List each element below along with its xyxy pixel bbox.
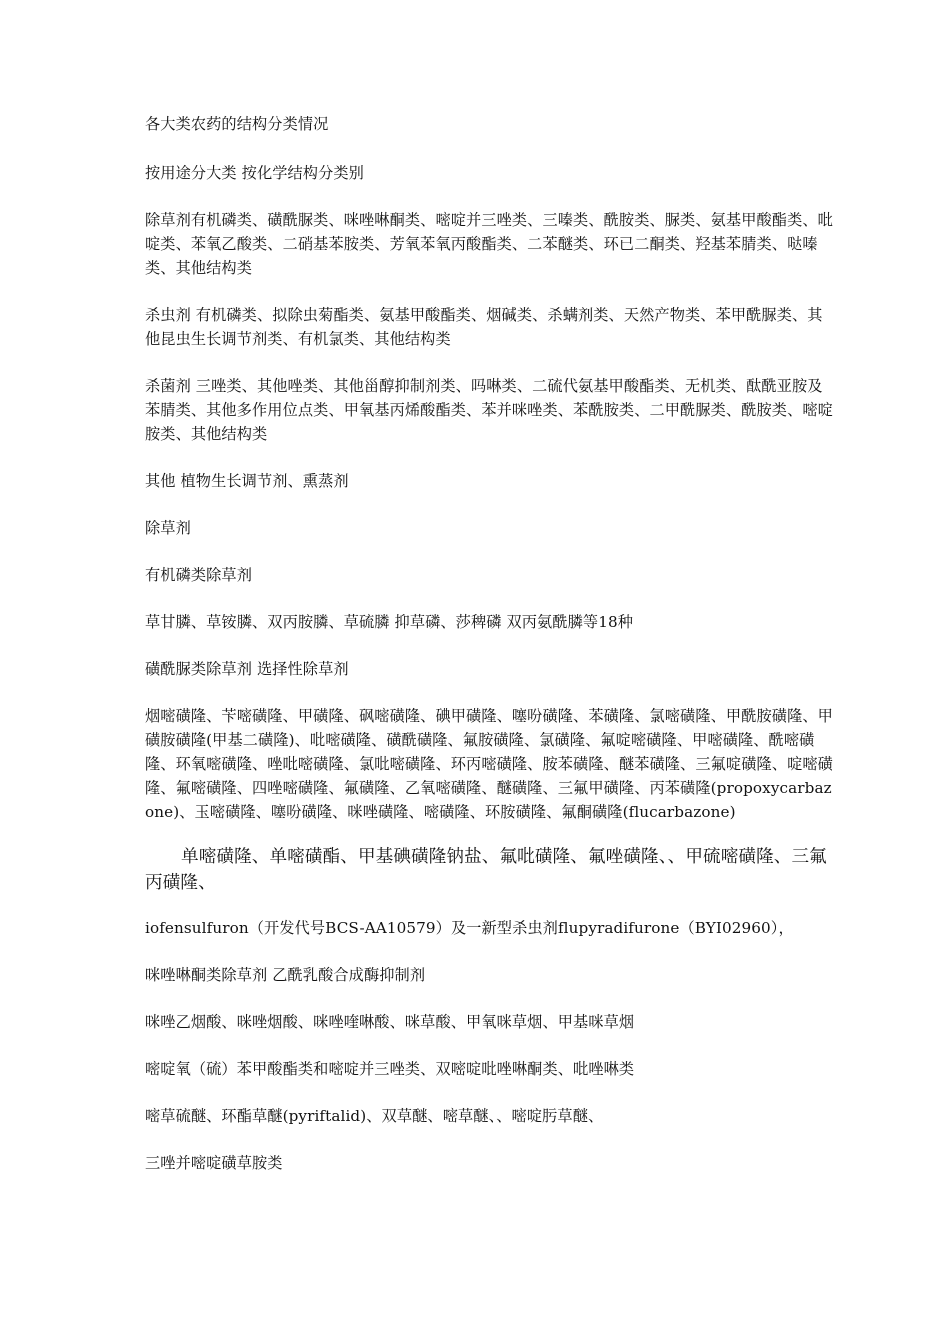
document-body	[145, 112, 835, 1197]
subheading-triazolopyrimidine: 三唑并嘧啶磺草胺类	[145, 1154, 283, 1172]
paragraph-imidazolinone-list: 咪唑乙烟酸、咪唑烟酸、咪唑喹啉酸、咪草酸、甲氧咪草烟、甲基咪草烟	[145, 1013, 635, 1031]
paragraph-other-classes: 其他 植物生长调节剂、熏蒸剂	[145, 472, 349, 490]
paragraph-organophosphorus-list: 草甘膦、草铵膦、双丙胺膦、草硫膦 抑草磷、莎稗磷 双丙氨酰膦等18种	[145, 613, 634, 631]
paragraph-pyrimidinyl-list: 嘧草硫醚、环酯草醚(pyriftalid)、双草醚、嘧草醚、、嘧啶肟草醚、	[145, 1107, 604, 1125]
paragraph-pyrimidinyl-classes: 嘧啶氧（硫）苯甲酸酯类和嘧啶并三唑类、双嘧啶吡唑啉酮类、吡唑啉类	[145, 1060, 635, 1078]
subheading-imidazolinone-herbicides: 咪唑啉酮类除草剂 乙酰乳酸合成酶抑制剂	[145, 966, 426, 984]
section-heading-herbicides: 除草剂	[145, 519, 191, 537]
paragraph-insecticide-classes: 杀虫剂 有机磷类、拟除虫菊酯类、氨基甲酸酯类、烟碱类、杀螨剂类、天然产物类、苯甲酰脲类、其他昆虫生长调节剂类、有机氯类、其他结构类	[145, 306, 823, 348]
paragraph-sulfonylurea-list: 烟嘧磺隆、苄嘧磺隆、甲磺隆、砜嘧磺隆、碘甲磺隆、噻吩磺隆、苯磺隆、氯嘧磺隆、甲酰胺磺隆、甲磺胺磺隆(甲基二磺隆)、吡嘧磺隆、磺酰磺隆、氟胺磺隆、氯磺隆、氟啶嘧磺隆、甲嘧磺隆、酰嘧磺隆、环氧嘧磺隆、唑吡嘧磺隆、氯吡嘧磺隆、环丙嘧磺隆、胺苯磺隆、醚苯磺隆、三氟啶磺隆、啶嘧磺隆、氟嘧磺隆、四唑嘧磺隆、氟磺隆、乙氧嘧磺隆、醚磺隆、三氟甲磺隆、丙苯磺隆(propoxycarbazone)、玉嘧磺隆、噻吩磺隆、咪唑磺隆、嘧磺隆、环胺磺隆、氟酮磺隆(flucarbazone)	[145, 707, 833, 821]
document-title: 各大类农药的结构分类情况	[145, 115, 329, 133]
subheading-organophosphorus-herbicides: 有机磷类除草剂	[145, 566, 253, 584]
subheading-sulfonylurea-herbicides: 磺酰脲类除草剂 选择性除草剂	[145, 660, 349, 678]
paragraph-sulfonylurea-extra: 单嘧磺隆、单嘧磺酯、甲基碘磺隆钠盐、氟吡磺隆、氟唑磺隆、、甲硫嘧磺隆、三氟丙磺隆、	[145, 847, 827, 893]
paragraph-fungicide-classes: 杀菌剂 三唑类、其他唑类、其他甾醇抑制剂类、吗啉类、二硫代氨基甲酸酯类、无机类、酞酰亚胺及苯腈类、其他多作用位点类、甲氧基丙烯酸酯类、苯并咪唑类、苯酰胺类、二甲酰脲类、酰胺类、嘧啶胺类、其他结构类	[145, 377, 833, 443]
paragraph-herbicide-classes: 除草剂有机磷类、磺酰脲类、咪唑啉酮类、嘧啶并三唑类、三嗪类、酰胺类、脲类、氨基甲酸酯类、吡啶类、苯氧乙酸类、二硝基苯胺类、芳氧苯氧丙酸酯类、二苯醚类、环已二酮类、羟基苯腈类、哒嗪类、其他结构类	[145, 211, 833, 277]
paragraph-classification-header: 按用途分大类 按化学结构分类别	[145, 164, 364, 182]
paragraph-iofensulfuron-note: iofensulfuron（开发代号BCS-AA10579）及一新型杀虫剂flupyradifurone（BYI02960），	[145, 919, 794, 937]
